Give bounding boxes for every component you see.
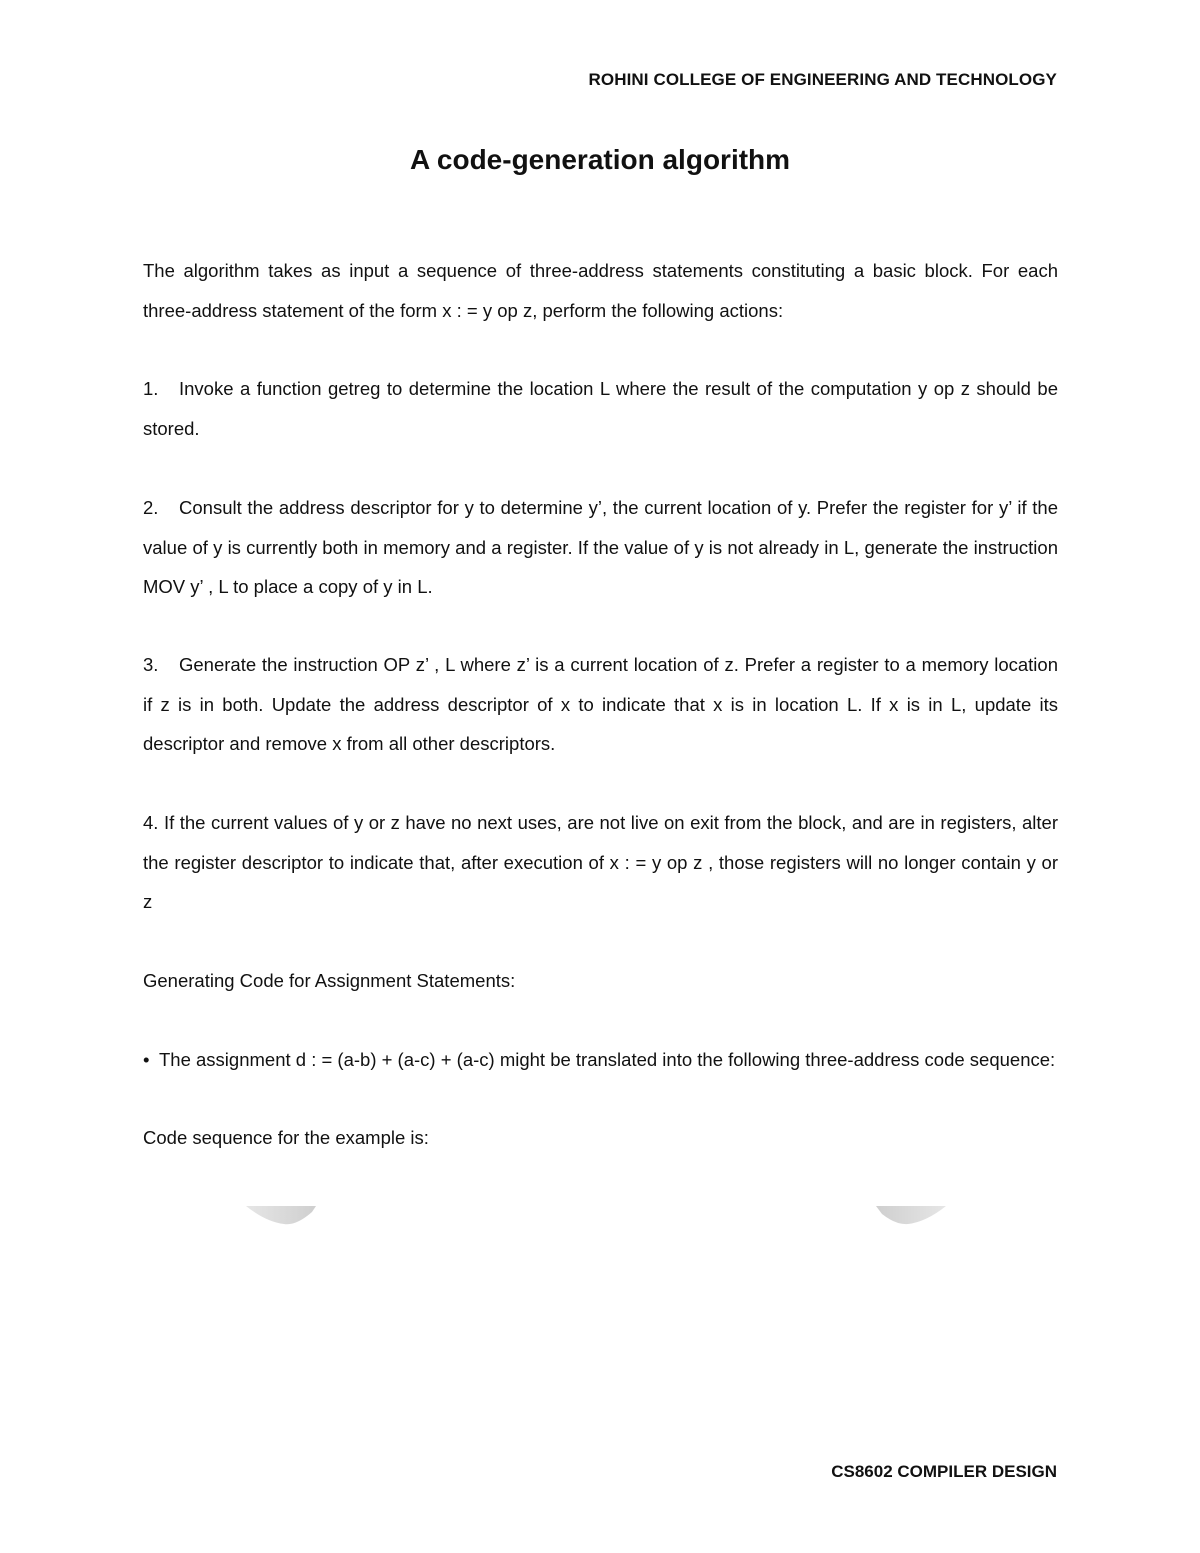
step-text: Consult the address descriptor for y to determine y’, the current location of y. Prefer the register for y’ if the value of y is currently both in memory and a register. If the value of y is not already in L, generate the instruction MOV y’ , L to place a copy of y in L.: [143, 497, 1058, 597]
bullet-item: [143, 1040, 1058, 1080]
step-text: If the current values of y or z have no next uses, are not live on exit from the block, and are in registers, alter the register descriptor to indicate that, after execution of x : = y op z , those registers will no longer contain y or z: [143, 812, 1059, 912]
decorative-shape-right: [876, 1204, 946, 1226]
code-intro: Code sequence for the example is:: [143, 1127, 429, 1148]
section-heading: Generating Code for Assignment Statements:: [143, 970, 516, 991]
bullet-text: The assignment d : = (a-b) + (a-c) + (a-c) might be translated into the following three-address code sequence:: [159, 1049, 1056, 1070]
page-title: A code-generation algorithm: [409, 144, 791, 175]
step-text: Invoke a function getreg to determine the location L where the result of the computation y op z should be stored.: [143, 378, 1058, 439]
step-number: 2.: [143, 497, 159, 518]
step-2: [143, 488, 1058, 607]
step-1: [143, 369, 1058, 448]
page-header: ROHINI COLLEGE OF ENGINEERING AND TECHNOLOGY: [588, 70, 1057, 89]
step-4: [143, 803, 1058, 922]
intro-paragraph: The algorithm takes as input a sequence of three-address statements constituting a basic block. For each three-address statement of the form x : = y op z, perform the following actions:: [143, 260, 1058, 321]
step-text: Generate the instruction OP z’ , L where z’ is a current location of z. Prefer a register to a memory location if z is in both. Update the address descriptor of x to indicate that x is in location L. If x is in L, update its descriptor and remove x from all other descriptors.: [143, 654, 1058, 754]
decorative-shape-left: [246, 1204, 316, 1226]
step-number: 3.: [143, 654, 159, 675]
page-footer: CS8602 COMPILER DESIGN: [831, 1462, 1057, 1481]
step-3: [143, 645, 1058, 764]
step-number: 4.: [143, 812, 159, 833]
step-number: 1.: [143, 378, 159, 399]
bullet-icon: •: [143, 1049, 150, 1070]
